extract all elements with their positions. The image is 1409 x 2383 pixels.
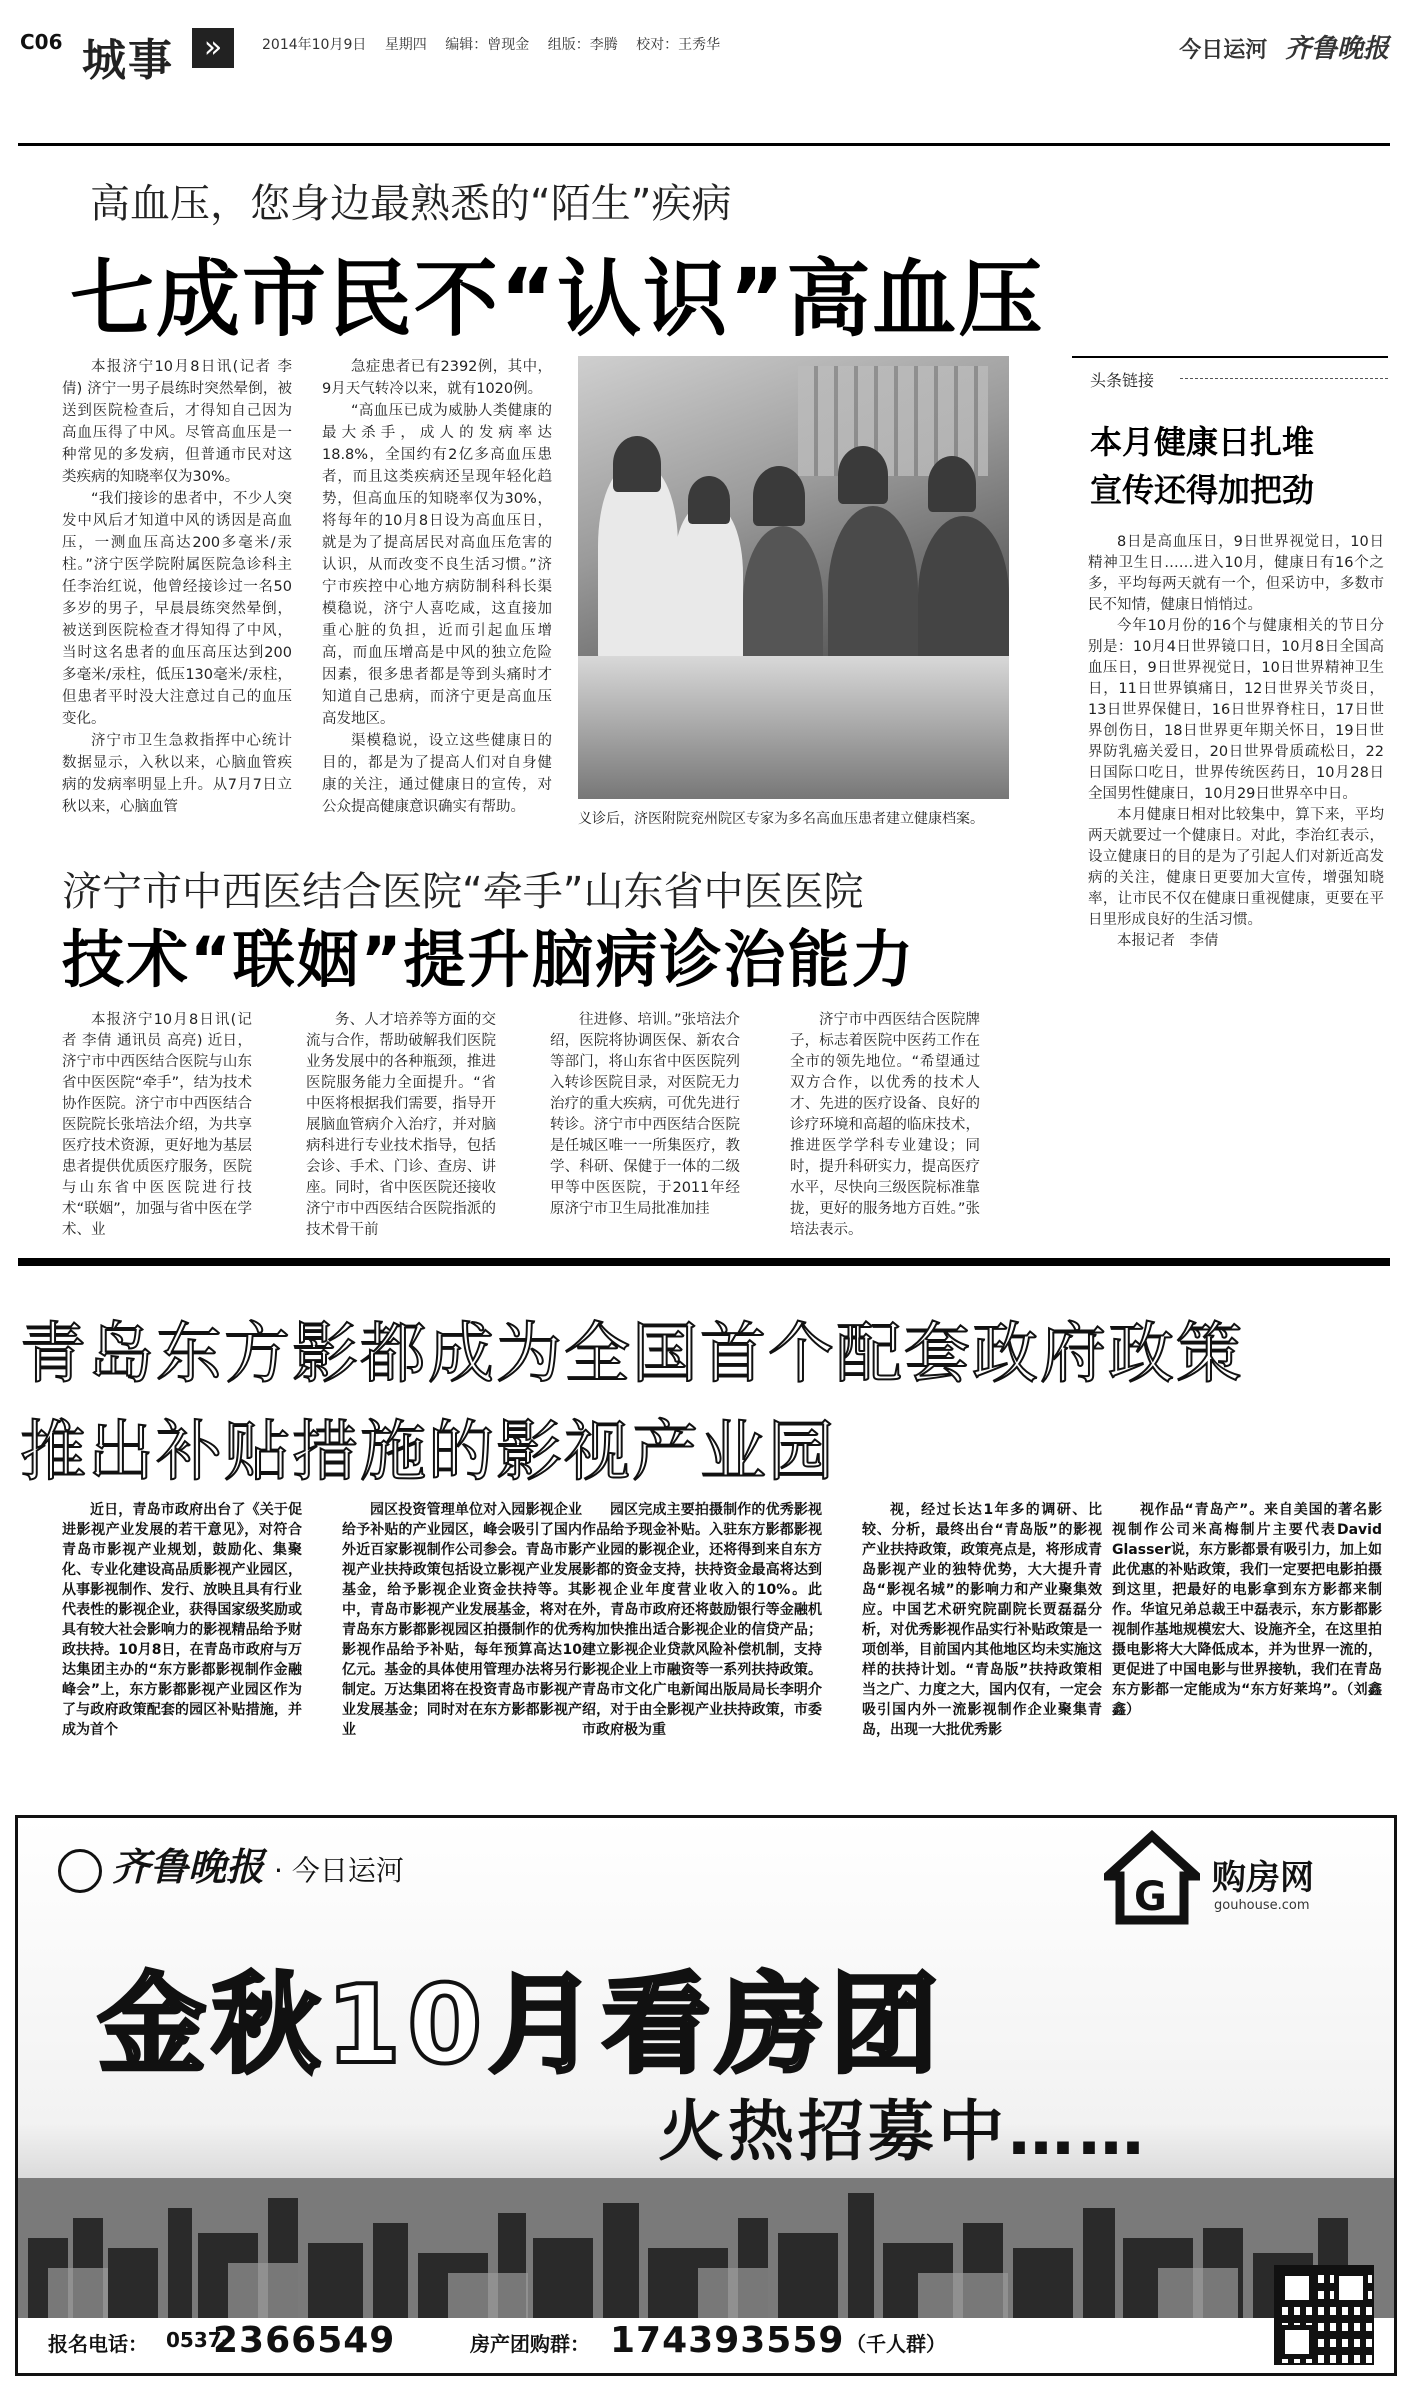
advert-logo-sub: · 今日运河 [274, 1854, 404, 1887]
paragraph: 急症患者已有2392例，其中，9月天气转冷以来，就有1020例。 [322, 359, 552, 397]
edition-name: 今日运河 [1179, 38, 1268, 63]
story2-column-3 [550, 1010, 740, 1220]
story1-kicker: 高血压，您身边最熟悉的“陌生”疾病 [90, 181, 732, 227]
paragraph: 本月健康日相对比较集中，算下来，平均两天就要过一个健康日。对此，李治红表示，设立健康日的目的是为了引起人们对新近高发病的关注，健康日更要加大宣传，增强知晓率，让市民不仅在健康日重视健康，更要在平日里形成良好的生活习惯。 [1088, 807, 1384, 928]
sidebar-rule [1072, 356, 1388, 358]
advert-logo-text: 齐鲁晚报 [112, 1844, 265, 1889]
svg-text:G: G [1134, 1874, 1167, 1920]
paragraph: 今年10月份的16个与健康相关的节日分别是：10月4日世界镜口日，10月8日全国高血压日，9日世界视觉日，10日世界精神卫生日，11日世界镇痛日，12日世界关节炎日，13日世界保健日，16日世界脊柱日，17日世界创伤日，18日世界更年期关怀日，19日世界防乳癌关爱日，20日世界骨质疏松日，22日国际口吃日，世界传统医药日，10月28日全国男性健康日，10月29日世界卒中日。 [1088, 618, 1384, 802]
sidebar-title-line: 宣传还得加把劲 [1090, 471, 1315, 509]
group-note: （千人群） [846, 2332, 946, 2356]
paragraph: 济宁市中西医结合医院牌子，标志着医院中医药工作在全市的领先地位。“希望通过双方合作，以优秀的技术人才、先进的医疗设备、良好的诊疗环境和高超的临床技术，推进医学学科专业建设；同时，提升科研实力，提高医疗水平，尽快向三级医院标准靠拢，更好的服务地方百姓。”张培法表示。 [790, 1012, 980, 1238]
paragraph: 近日，青岛市政府出台了《关于促进影视产业发展的若干意见》，对符合青岛市影视产业规划，鼓励化、集聚化、专业化建设高品质影视产业园区，从事影视制作、发行、放映且具有行业代表性的影视企业，获得国家级奖励或具有较大社会影响力的影视精品给予财政扶持。10月8日，在青岛市政府与万达集团主办的“东方影都影视制作金融峰会”上，东方影都影视产业园区作为了与政府政策配套的园区补贴措施，并成为首个 [62, 1502, 302, 1738]
paragraph: 渠模稳说，设立这些健康日的目的，都是为了提高人们对自身健康的关注，通过健康日的宣传，对公众提高健康意识确实有帮助。 [322, 733, 552, 815]
paragraph: 本报济宁10月8日讯(记者 李倩) 济宁一男子晨练时突然晕倒，被送到医院检查后，才得知自己因为高血压得了中风。尽管高血压是一种常见的多发病，但普通市民对这类疾病的知晓率仅为30%。 [62, 359, 292, 485]
issue-weekday: 星期四 [384, 37, 427, 53]
sidebar-divider [1180, 378, 1388, 379]
proof-credit: 校对：王秀华 [636, 37, 721, 53]
partner-logo [1104, 1830, 1354, 1930]
group-label: 房产团购群： [470, 2332, 590, 2356]
phone-number: 2366549 [213, 2320, 396, 2361]
news-photo [578, 356, 1009, 799]
paragraph: 务、人才培养等方面的交流与合作，帮助破解我们医院业务发展中的各种瓶颈，推进医院服务能力全面提升。“省中医将根据我们需要，指导开展脑血管病介入治疗，并对脑病科进行专业技术指导，包括会诊、手术、门诊、查房、讲座。同时，省中医医院还接收济宁市中西医结合医院指派的技术骨干前 [306, 1012, 496, 1238]
story3-column-4 [862, 1500, 1102, 1740]
paragraph: 视，经过长达1年多的调研、比较、分析，最终出台“青岛版”的影视产业扶持政策，政策亮点是，将形成青岛影视产业的独特优势，大大提升青岛“影视名城”的影响力和产业聚集效应。中国艺术研究院副院长贾磊磊分析，对优秀影视作品实行补贴政策是一项创举，目前国内其他地区均未实施这样的扶持计划。“青岛版”扶持政策相当之广、力度之大，国内仅有，一定会吸引国内外一流影视制作企业聚集青岛，出现一大批优秀影 [862, 1502, 1102, 1738]
paragraph: 园区完成主要拍摄制作的优秀影视作品给予现金补贴。入驻东方影都影视产业园的影视企业，还将得到来自东方影都的资金支持，扶持资金最高将达到影视企业年度营业收入的10%。此外，青岛市政府还将鼓励银行等金融机构加快推出适合影视企业的信贷产品；建立影视企业贷款风险补偿机制，支持影视企业上市融资等一系列扶持政策。青岛市文化广电新闻出版局局长李明介绍，对于由全影视产业扶持政策，市委市政府极为重 [582, 1502, 822, 1738]
paragraph: “高血压已成为威胁人类健康的最大杀手，成人的发病率达18.8%，全国约有2亿多高血压患者，而且这类疾病还呈现年轻化趋势，但高血压的知晓率仅为30%，将每年的10月8日设为高血压日，就是为了提高居民对高血压危害的认识，从而改变不良生活习惯。”济宁市疾控中心地方病防制科科长渠模稳说，济宁人喜吃咸，这直接加重心脏的负担，近而引起血压增高，而血压增高是中风的独立危险因素，很多患者都是等到头痛时才知道自己患病，而济宁更是高血压高发地区。 [322, 403, 552, 727]
partner-url: gouhouse.com [1214, 1898, 1310, 1913]
paragraph: 园区投资管理单位对入园影视企业给予补贴的产业园区，峰会吸引了国内外近百家影视制作公司参会。青岛市影视产业扶持政策包括设立影视产业发展基金，给予影视企业资金扶持等。其中，青岛市影视产业发展基金，将对在青岛东方影都影视园区拍摄制作的优秀影视作品给予补贴，每年预算高达10亿元。基金的具体使用管理办法将另行制定。万达集团将在投资青岛市影视产业发展基金；同时对在东方影都影视产业 [342, 1502, 582, 1738]
story1-column-2 [322, 356, 552, 818]
chevrons-right-icon: » [192, 28, 234, 68]
story3-headline-line-2: 推出补贴措施的影视产业园 [20, 1413, 836, 1490]
house-tour-advert [15, 1815, 1397, 2376]
photo-caption: 义诊后，济医附院兖州院区专家为多名高血压患者建立健康档案。 [578, 811, 984, 827]
paragraph: “我们接诊的患者中，不少人突发中风后才知道中风的诱因是高血压，一测血压高达200多毫米/汞柱。”济宁医学院附属医院急诊科主任李治红说，他曾经接诊过一名50多岁的男子，早晨晨练突然晕倒，被送到医院检查才得知得了中风，当时这名患者的血压高压达到200多毫米/汞柱，低压130毫米/汞柱，但患者平时没大注意过自己的血压变化。 [62, 491, 292, 727]
group-number: 174393559 [610, 2320, 845, 2361]
byline: 本报记者 李倩 [1117, 933, 1219, 949]
paragraph: 视作品“青岛产”。来自美国的著名影视制作公司米高梅制片主要代表David Glasser说，东方影都景有吸引力，加上如此优惠的补贴政策，我们一定要把电影拍摄到这里，把最好的电影拿到东方影都来制作。华谊兄弟总裁王中磊表示，东方影都影视制作基地规模宏大、设施齐全，在这里拍摄电影将大大降低成本，并为世界一流的，更促进了中国电影与世界接轨，我们在青岛东方影都一定能成为“东方好莱坞”。（刘鑫鑫） [1112, 1502, 1382, 1718]
issue-meta [262, 34, 720, 54]
story2-column-2 [306, 1010, 496, 1241]
story2-headline: 技术“联姻”提升脑病诊治能力 [62, 923, 916, 996]
advert-footer [18, 2318, 1394, 2373]
story3-column-2 [342, 1500, 582, 1740]
story3-column-5 [1112, 1500, 1382, 1720]
house-logo-icon [1104, 1830, 1200, 1926]
story3-headline-line-1: 青岛东方影都成为全国首个配套政府政策 [20, 1315, 1244, 1392]
advert-logo [58, 1836, 404, 1893]
story2-kicker: 济宁市中西医结合医院“牵手”山东省中医医院 [62, 869, 864, 915]
sidebar-body [1088, 532, 1384, 952]
partner-name: 购房网 [1212, 1858, 1314, 1898]
city-skyline [18, 2178, 1394, 2318]
sidebar-tag: 头条链接 [1090, 371, 1155, 390]
masthead-brand [1179, 28, 1389, 65]
advert-subtitle: 火热招募中…… [658, 2093, 1148, 2170]
editor-credit: 编辑：曾现金 [445, 37, 530, 53]
paragraph: 本报济宁10月8日讯(记者 李倩 通讯员 高亮) 近日，济宁市中西医结合医院与山东省中医医院“牵手”，结为技术协作医院。济宁市中西医结合医院院长张培法介绍，为共享医疗技术资源，更好地为基层患者提供优质医疗服务，医院与山东省中医医院进行技术“联姻”，加强与省中医在学术、业 [62, 1012, 252, 1238]
phone-area-code: 0537- [166, 2328, 230, 2352]
section-rule [18, 1258, 1390, 1266]
story1-headline: 七成市民不“认识”高血压 [70, 250, 1045, 348]
advert-title: 金秋10月看房团 [98, 1963, 945, 2088]
qr-code-icon [1274, 2265, 1374, 2365]
header-rule [18, 143, 1390, 146]
story2-column-4 [790, 1010, 980, 1241]
sidebar-title-line: 本月健康日扎堆 [1090, 423, 1315, 461]
story2-column-1 [62, 1010, 252, 1241]
story1-column-1 [62, 356, 292, 818]
issue-date: 2014年10月9日 [262, 37, 367, 53]
story3-column-1 [62, 1500, 302, 1740]
section-title: 城事 [82, 35, 174, 86]
layout-credit: 组版：李腾 [547, 37, 618, 53]
story3-column-3 [582, 1500, 822, 1740]
logo-circle-icon [58, 1849, 102, 1893]
phone-label: 报名电话： [48, 2332, 148, 2356]
paragraph: 济宁市卫生急救指挥中心统计数据显示，入秋以来，心脑血管疾病的发病率明显上升。从7月7日立秋以来，心脑血管 [62, 733, 292, 815]
newspaper-logo: 齐鲁晚报 [1284, 34, 1389, 64]
paragraph: 8日是高血压日，9日世界视觉日，10日精神卫生日……进入10月，健康日有16个之多，平均每两天就有一个，但采访中，多数市民不知情，健康日悄悄过。 [1088, 534, 1384, 613]
page-number: C06 [20, 30, 63, 54]
sidebar-title [1090, 418, 1314, 514]
paragraph: 往进修、培训。”张培法介绍，医院将协调医保、新农合等部门，将山东省中医医院列入转诊医院目录，对医院无力治疗的重大疾病，可优先进行转诊。济宁市中西医结合医院是任城区唯一一所集医疗，教学、科研、保健于一体的二级甲等中医医院，于2011年经原济宁市卫生局批准加挂 [550, 1012, 740, 1217]
